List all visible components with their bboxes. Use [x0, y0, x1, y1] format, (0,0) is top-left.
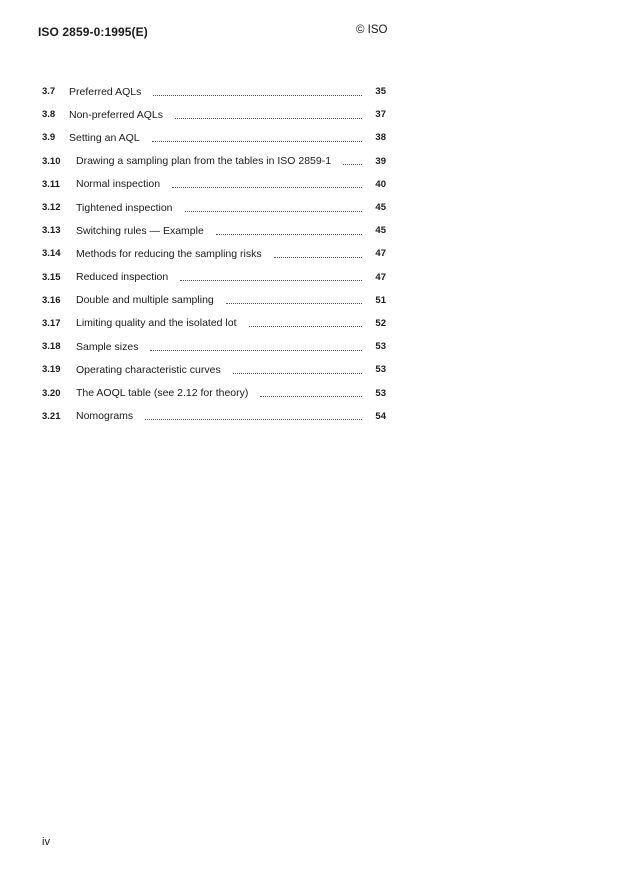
- toc-leader-dots: [145, 418, 362, 420]
- toc-entry-title: Limiting quality and the isolated lot: [76, 317, 237, 330]
- toc-entry-number: 3.12: [42, 202, 61, 214]
- toc-entry-number: 3.7: [42, 86, 56, 98]
- toc-entry-title: Setting an AQL: [69, 131, 140, 144]
- toc-entry-title: Drawing a sampling plan from the tables in ISO 2859-1: [76, 155, 332, 168]
- toc-entry[interactable]: [42, 381, 386, 404]
- toc-entry-number: 3.15: [42, 271, 61, 283]
- toc-entry-number: 3.20: [42, 387, 61, 399]
- toc-entry[interactable]: [42, 289, 386, 312]
- toc-entry-number: 3.10: [42, 155, 61, 167]
- toc-entry-page: 39: [375, 155, 386, 167]
- toc-entry-page: 52: [375, 317, 386, 329]
- toc-entry-title: Tightened inspection: [76, 201, 173, 214]
- toc-entry[interactable]: [42, 219, 386, 242]
- toc-entry-title: Sample sizes: [76, 340, 139, 353]
- toc-entry[interactable]: [42, 196, 386, 219]
- toc-leader-dots: [249, 325, 362, 327]
- toc-entry-page: 51: [375, 294, 386, 306]
- table-of-contents: [42, 80, 386, 428]
- toc-entry-title: Double and multiple sampling: [76, 294, 214, 307]
- toc-entry[interactable]: [42, 312, 386, 335]
- toc-entry-title: Nomograms: [76, 410, 134, 423]
- toc-entry-number: 3.19: [42, 364, 61, 376]
- toc-entry-number: 3.17: [42, 317, 61, 329]
- toc-entry-page: 45: [375, 202, 386, 214]
- toc-entry-page: 47: [375, 271, 386, 283]
- toc-entry-title: Reduced inspection: [76, 271, 169, 284]
- document-id: ISO 2859-0:1995(E): [38, 25, 148, 39]
- toc-entry-page: 47: [375, 248, 386, 260]
- toc-entry-number: 3.11: [42, 178, 60, 190]
- toc-leader-dots: [274, 256, 362, 258]
- toc-leader-dots: [216, 233, 362, 235]
- toc-entry-title: Methods for reducing the sampling risks: [76, 247, 262, 260]
- toc-entry-number: 3.8: [42, 109, 56, 121]
- toc-entry[interactable]: [42, 103, 386, 126]
- toc-entry-title: Non-preferred AQLs: [69, 108, 163, 121]
- toc-entry[interactable]: [42, 405, 386, 428]
- toc-entry-number: 3.21: [42, 410, 61, 422]
- toc-entry-page: 35: [375, 86, 386, 98]
- toc-entry[interactable]: [42, 266, 386, 289]
- toc-entry-title: Switching rules — Example: [76, 224, 204, 237]
- toc-entry[interactable]: [42, 335, 386, 358]
- toc-leader-dots: [172, 186, 362, 188]
- toc-leader-dots: [175, 117, 362, 119]
- toc-entry-page: 38: [375, 132, 386, 144]
- toc-entry-page: 37: [375, 109, 386, 121]
- toc-leader-dots: [260, 395, 362, 397]
- toc-leader-dots: [152, 140, 362, 142]
- toc-entry-page: 53: [375, 387, 386, 399]
- toc-leader-dots: [233, 372, 362, 374]
- toc-entry-page: 40: [375, 178, 386, 190]
- page-number: iv: [42, 836, 50, 848]
- toc-entry-title: Operating characteristic curves: [76, 363, 221, 376]
- toc-entry-number: 3.13: [42, 225, 61, 237]
- toc-entry-number: 3.14: [42, 248, 61, 260]
- toc-leader-dots: [185, 210, 362, 212]
- toc-entry[interactable]: [42, 126, 386, 149]
- toc-entry[interactable]: [42, 173, 386, 196]
- toc-leader-dots: [153, 94, 362, 96]
- toc-entry-number: 3.16: [42, 294, 61, 306]
- toc-entry-page: 53: [375, 364, 386, 376]
- toc-entry-number: 3.18: [42, 341, 61, 353]
- toc-entry[interactable]: [42, 242, 386, 265]
- copyright-notice: © ISO: [356, 24, 388, 36]
- toc-entry-title: The AOQL table (see 2.12 for theory): [76, 387, 249, 400]
- toc-entry-page: 54: [375, 410, 386, 422]
- toc-entry[interactable]: [42, 358, 386, 381]
- toc-entry[interactable]: [42, 80, 386, 103]
- toc-entry[interactable]: [42, 150, 386, 173]
- toc-leader-dots: [180, 279, 362, 281]
- toc-leader-dots: [226, 302, 362, 304]
- toc-leader-dots: [343, 163, 362, 165]
- toc-entry-title: Preferred AQLs: [69, 85, 142, 98]
- toc-leader-dots: [150, 349, 362, 351]
- toc-entry-number: 3.9: [42, 132, 56, 144]
- toc-entry-page: 45: [375, 225, 386, 237]
- toc-entry-page: 53: [375, 341, 386, 353]
- toc-entry-title: Normal inspection: [76, 178, 161, 191]
